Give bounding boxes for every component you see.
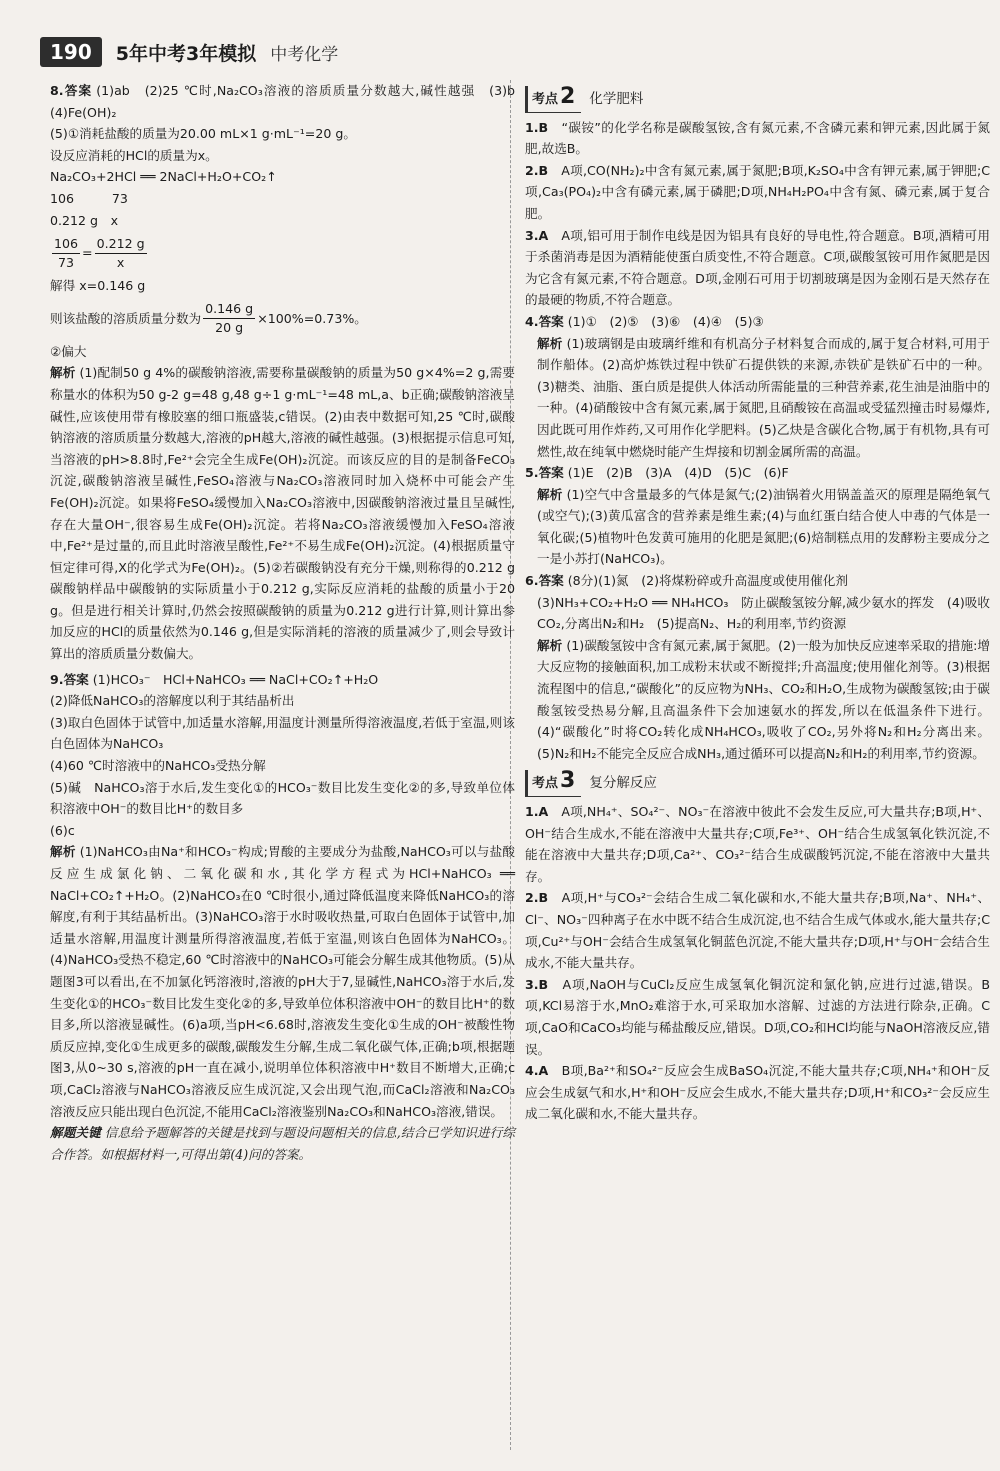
q5-answer-tag: 答案 bbox=[538, 465, 564, 481]
q9-number: 9. bbox=[50, 671, 64, 687]
kd2-q6-answer bbox=[525, 570, 990, 592]
q6-analysis-text: (1)碳酸氢铵中含有氮元素,属于氮肥。(2)一般为加快反应速率采取的措施:增大反应物的接触面积,加工成粉末状或不断搅拌;升高温度;使用催化剂等。(3)根据流程图中的信息,“碳酸化”的反应物为NH₃、CO₂和H₂O,生成物为碳酸氢铵;由于碳酸氢铵受热易分解,且高温条件下会加速氨水的挥发,所以在低温条件下进行。(4)“碳酸化”时将CO₂转化成NH₄HCO₃,吸收了CO₂,另外将N₂和H₂分离出来。(5)N₂和H₂不能完全反应合成NH₃,通过循环可以提高N₂和H₂的利用率,节约资源。 bbox=[537, 637, 990, 761]
q9-answer-2: (2)降低NaHCO₃的溶解度以利于其结晶析出 bbox=[50, 693, 295, 709]
kd2-q4-answer bbox=[525, 311, 990, 333]
item-text: A项,CO(NH₂)₂中含有氮元素,属于氮肥;B项,K₂SO₄中含有钾元素,属于钾肥;C项,Ca₃(PO₄)₂中含有磷元素,属于磷肥;D项,NH₄H₂PO₄中含有氮、磷元素,属于复合肥。 bbox=[525, 162, 990, 221]
ratio-left-num: 106 bbox=[52, 235, 80, 254]
kaodian-number: 2 bbox=[560, 84, 576, 109]
key-tip-text: 信息给予题解答的关键是找到与题设问题相关的信息,结合已学知识进行综合作答。如根据材料一,可得出第(4)问的答案。 bbox=[50, 1125, 515, 1162]
item-text: A项,铝可用于制作电线是因为铝具有良好的导电性,符合题意。B项,酒精可用于杀菌消毒是因为酒精能使蛋白质变性,不符合题意。C项,碳酸氢铵可用作氮肥是因为它含有氮元素,不符合题意。D项,金刚石可用于切割玻璃是因为金刚石是天然存在的最硬的物质,不符合题意。 bbox=[525, 227, 991, 308]
kd2-q5-analysis bbox=[525, 484, 990, 570]
kd2-item-1 bbox=[525, 117, 990, 160]
q9-analysis-text: (1)NaHCO₃由Na⁺和HCO₃⁻构成;胃酸的主要成分为盐酸,NaHCO₃可以与盐酸反应生成氯化钠、二氧化碳和水,其化学方程式为HCl+NaHCO₃ ══ NaCl+CO₂↑+H₂O。(2)NaHCO₃在0 ℃时很小,通过降低温度来降低NaHCO₃的溶解度,有利于其结晶析出。(3)NaHCO₃溶于水时吸收热量,可取白色固体于试管中,加适量水溶解,用温度计测量所得溶液温度,若低于室温,则该白色固体为NaHCO₃。(4)NaHCO₃受热不稳定,60 ℃时溶液中的NaHCO₃可能会分解生成其他物质。(5)从题图3可以看出,在不加氯化钙溶液时,溶液的pH大于7,显碱性,NaHCO₃溶于水后,发生变化①的HCO₃⁻数目比发生变化②的多,导致单位体积溶液中OH⁻的数目比H⁺的数目多,所以溶液显碱性。(6)a项,当pH<6.68时,溶液发生变化①生成的OH⁻被酸性物质反应掉,变化①生成更多的碳酸,碳酸发生分解,生成二氧化碳气体,正确;b项,根据题图3,从0~30 s,溶液的pH一直在减小,说明单位体积溶液中H⁺数目不断增大,正确;c项,CaCl₂溶液与NaHCO₃溶液反应生成沉淀,又会出现气泡,而CaCl₂溶液和Na₂CO₃溶液反应只能出现白色沉淀,不能用CaCl₂溶液鉴别Na₂CO₃和NaHCO₃溶液,错误。 bbox=[50, 844, 516, 1119]
equals-sign: = bbox=[82, 245, 93, 261]
item-number: 1.A bbox=[525, 804, 549, 819]
item-number: 3.A bbox=[525, 227, 549, 243]
item-text: A项,H⁺与CO₃²⁻会结合生成二氧化碳和水,不能大量共存;B项,Na⁺、NH₄⁺、Cl⁻、NO₃⁻四种离子在水中既不结合生成沉淀,也不结合生成气体或水,能大量共存;C项,Cu²⁺与OH⁻会结合生成氢氧化铜蓝色沉淀,不能大量共存;D项,H⁺与OH⁻会结合生成水,不能大量共存。 bbox=[525, 890, 991, 971]
q4-answer-tag: 答案 bbox=[538, 313, 564, 329]
q9-answer-3: (3)取白色固体于试管中,加适量水溶解,用温度计测量所得溶液温度,若低于室温,则该白色固体为NaHCO₃ bbox=[50, 714, 515, 752]
kd3-item-3 bbox=[525, 974, 990, 1060]
conc-prefix: 则该盐酸的溶质质量分数为 bbox=[50, 310, 202, 326]
kaodian-title: 复分解反应 bbox=[589, 774, 657, 791]
item-number: 2.B bbox=[525, 890, 549, 906]
conc-suffix: ×100%=0.73%。 bbox=[257, 310, 367, 326]
kd2-q4-analysis bbox=[525, 333, 990, 463]
kd3-item-2 bbox=[525, 887, 990, 973]
right-column bbox=[525, 80, 990, 1125]
q8-number: 8. bbox=[50, 83, 64, 98]
q8-answer-line bbox=[50, 80, 528, 123]
conc-fraction bbox=[203, 300, 255, 337]
key-tip-tag: 解题关键 bbox=[50, 1125, 101, 1141]
kd2-q6-analysis bbox=[525, 635, 990, 765]
q6-answer-text: (8分)(1)氮 (2)将煤粉碎或升高温度或使用催化剂 bbox=[567, 573, 848, 589]
kaodian-badge bbox=[525, 770, 581, 797]
left-column bbox=[50, 80, 528, 1165]
q5-number: 5. bbox=[525, 465, 539, 481]
kd3-item-4 bbox=[525, 1060, 990, 1125]
q8-analysis-text: (1)配制50 g 4%的碳酸钠溶液,需要称量碳酸钠的质量为50 g×4%=2 g,需要称量水的体积为50 g-2 g=48 g,48 g÷1 g·mL⁻¹=48 mL,a、b正确;碳酸钠溶液呈碱性,应该使用带有橡胶塞的细口瓶盛装,c错误。(2)由表中数据可知,25 ℃时,碳酸钠溶液的溶质质量分数越大,溶液的pH越大,溶液的碱性越强。(3)根据提示信息可知,当溶液的pH>8.8时,Fe²⁺会完全生成Fe(OH)₂沉淀。而该反应的目的是制备FeCO₃沉淀,碳酸钠溶液呈碱性,FeSO₄溶液与Na₂CO₃溶液同时加入烧杯中可能会产生Fe(OH)₂沉淀。如果将FeSO₄缓慢加入Na₂CO₃溶液中,因碳酸钠溶液过量且呈碱性,存在大量OH⁻,很容易生成Fe(OH)₂沉淀。若将Na₂CO₃溶液缓慢加入FeSO₄溶液中,Fe²⁺是过量的,而且此时溶液呈酸性,Fe²⁺不易生成Fe(OH)₂沉淀。(4)根据质量守恒定律可得,X的化学式为Fe(OH)₂。(5)②若碳酸钠没有充分干燥,则称得的0.212 g碳酸钠样品中碳酸钠的实际质量小于0.212 g,实际反应消耗的盐酸的质量小于20 g。但是进行相关计算时,仍然会按照碳酸钠的质量为0.212 g进行计算,则计算出参加反应的HCl的质量依然为0.146 g,但是实际消耗的溶液的质量减少了,则会导致计算出的溶质质量分数偏大。 bbox=[50, 365, 516, 662]
section-kaodian-2 bbox=[525, 86, 990, 113]
q9-answer-5: (5)碱 NaHCO₃溶于水后,发生变化①的HCO₃⁻数目比发生变化②的多,导致单位体积溶液中OH⁻的数目比H⁺的数目多 bbox=[50, 779, 515, 817]
q9-answer-line bbox=[50, 669, 515, 691]
q8-analysis bbox=[50, 362, 515, 664]
ratio-left bbox=[52, 235, 80, 272]
q9-answer-tag: 答案 bbox=[63, 671, 89, 687]
item-text: “碳铵”的化学名称是碳酸氢铵,含有氮元素,不含磷元素和钾元素,因此属于氮肥,故选B。 bbox=[525, 119, 991, 157]
item-text: B项,Ba²⁺和SO₄²⁻反应会生成BaSO₄沉淀,不能大量共存;C项,NH₄⁺和OH⁻反应会生成氨气和水,H⁺和OH⁻反应会生成水,不能大量共存;D项,H⁺和CO₃²⁻会反应生成二氧化碳和水,不能大量共存。 bbox=[525, 1063, 990, 1122]
q8-solve: 解得 x=0.146 g bbox=[50, 278, 146, 294]
q5-analysis-text: (1)空气中含量最多的气体是氮气;(2)油锅着火用锅盖盖灭的原理是隔绝氧气(或空气);(3)黄瓜富含的营养素是维生素;(4)与血红蛋白结合使人中毒的气体是一氧化碳;(5)植物叶色发黄可施用的化肥是氮肥;(6)焙制糕点用的发酵粉主要成分之一是小苏打(NaHCO₃)。 bbox=[537, 486, 991, 567]
section-kaodian-3 bbox=[525, 770, 990, 797]
q8-analysis-tag: 解析 bbox=[50, 365, 76, 381]
q8-answer-3: 设反应消耗的HCl的质量为x。 bbox=[50, 147, 218, 163]
item-number: 3.B bbox=[525, 976, 549, 992]
q9-analysis bbox=[50, 841, 515, 1122]
kd2-item-2 bbox=[525, 160, 990, 225]
q9-analysis-tag: 解析 bbox=[50, 844, 76, 860]
kd2-q6-answer-2: (3)NH₃+CO₂+H₂O ══ NH₄HCO₃ 防止碳酸氢铵分解,减少氨水的挥发 (4)吸收CO₂,分离出N₂和H₂ (5)提高N₂、H₂的利用率,节约资源 bbox=[537, 594, 990, 632]
page-header bbox=[40, 30, 960, 74]
book-title: 5年中考3年模拟 bbox=[115, 42, 257, 65]
ratio-right-den: x bbox=[116, 254, 125, 270]
q6-answer-tag: 答案 bbox=[538, 573, 564, 589]
q8-ratio bbox=[50, 231, 515, 275]
kaodian-badge bbox=[525, 86, 581, 113]
q9-key-tip bbox=[50, 1122, 515, 1165]
q9-answer-6: (6)c bbox=[50, 822, 75, 838]
q8-answer-tag: 答案 bbox=[63, 83, 93, 98]
q5-analysis-tag: 解析 bbox=[537, 486, 563, 502]
item-text: A项,NaOH与CuCl₂反应生成氢氧化铜沉淀和氯化钠,应进行过滤,错误。B项,KCl易溶于水,MnO₂难溶于水,可采取加水溶解、过滤的方法进行除杂,正确。C项,CaO和CaCO₃均能与稀盐酸反应,错误。D项,CO₂和HCl均能与NaOH溶液反应,错误。 bbox=[525, 976, 990, 1057]
q4-answer-text: (1)① (2)⑤ (3)⑥ (4)④ (5)③ bbox=[567, 313, 764, 329]
q8-masses: 0.212 g x bbox=[50, 212, 119, 228]
ratio-right-num: 0.212 g bbox=[95, 235, 147, 254]
q5-answer-text: (1)E (2)B (3)A (4)D (5)C (6)F bbox=[567, 465, 789, 481]
q4-analysis-tag: 解析 bbox=[537, 335, 563, 351]
conc-den: 20 g bbox=[215, 320, 244, 336]
q8-answer-2: (5)①消耗盐酸的质量为20.00 mL×1 g·mL⁻¹=20 g。 bbox=[50, 126, 356, 142]
item-number: 1.B bbox=[525, 119, 549, 135]
kaodian-title: 化学肥料 bbox=[589, 90, 644, 107]
q6-number: 6. bbox=[525, 573, 539, 589]
book-subject: 中考化学 bbox=[270, 44, 339, 65]
conc-num: 0.146 g bbox=[203, 300, 255, 319]
kaodian-number: 3 bbox=[560, 768, 576, 794]
page-number: 190 bbox=[40, 37, 102, 67]
ratio-right bbox=[95, 235, 147, 272]
kaodian-label: 考点 bbox=[532, 776, 559, 792]
q4-number: 4. bbox=[525, 313, 539, 329]
q9-answer-4: (4)60 ℃时溶液中的NaHCO₃受热分解 bbox=[50, 758, 266, 774]
kd2-item-3 bbox=[525, 225, 990, 311]
kaodian-label: 考点 bbox=[532, 92, 559, 107]
q4-analysis-text: (1)玻璃钢是由玻璃纤维和有机高分子材料复合而成的,属于复合材料,可用于制作船体。(2)高炉炼铁过程中铁矿石提供铁的来源,赤铁矿是铁矿石中的一种。(3)糖类、油脂、蛋白质是提供人体活动所需能量的三种营养素,花生油是油脂中的一种。(4)硝酸铵中含有氮元素,属于氮肥,且硝酸铵在高温或受猛烈撞击时易爆炸,因此既可用作炸药,又可用作化学肥料。(5)乙炔是含碳化合物,属于有机物,具有可燃性,故在纯氧中燃烧时能产生焊接和切割金属所需的高温。 bbox=[537, 335, 990, 459]
q8-answer-1: (1)ab (2)25 ℃时,Na₂CO₃溶液的溶质质量分数越大,碱性越强 (3)b (4)Fe(OH)₂ bbox=[50, 83, 528, 120]
q8-part2: ②偏大 bbox=[50, 343, 87, 359]
item-number: 4.A bbox=[525, 1063, 549, 1079]
ratio-left-den: 73 bbox=[58, 254, 75, 270]
q8-concentration bbox=[50, 297, 515, 341]
kd2-q5-answer bbox=[525, 462, 990, 484]
q8-equation: Na₂CO₃+2HCl ══ 2NaCl+H₂O+CO₂↑ bbox=[50, 169, 277, 185]
item-text: A项,NH₄⁺、SO₄²⁻、NO₃⁻在溶液中彼此不会发生反应,可大量共存;B项,H⁺、OH⁻结合生成水,不能在溶液中大量共存;C项,Fe³⁺、OH⁻结合生成氢氧化铁沉淀,不能在溶液中大量共存;D项,Ca²⁺、CO₃²⁻结合生成碳酸钙沉淀,不能在溶液中大量共存。 bbox=[525, 804, 990, 884]
item-number: 2.B bbox=[525, 162, 549, 178]
q8-molar-masses: 106 73 bbox=[50, 190, 128, 206]
q6-analysis-tag: 解析 bbox=[537, 637, 563, 653]
kd3-item-1 bbox=[525, 801, 990, 887]
q9-answer-1: (1)HCO₃⁻ HCl+NaHCO₃ ══ NaCl+CO₂↑+H₂O bbox=[92, 671, 379, 687]
